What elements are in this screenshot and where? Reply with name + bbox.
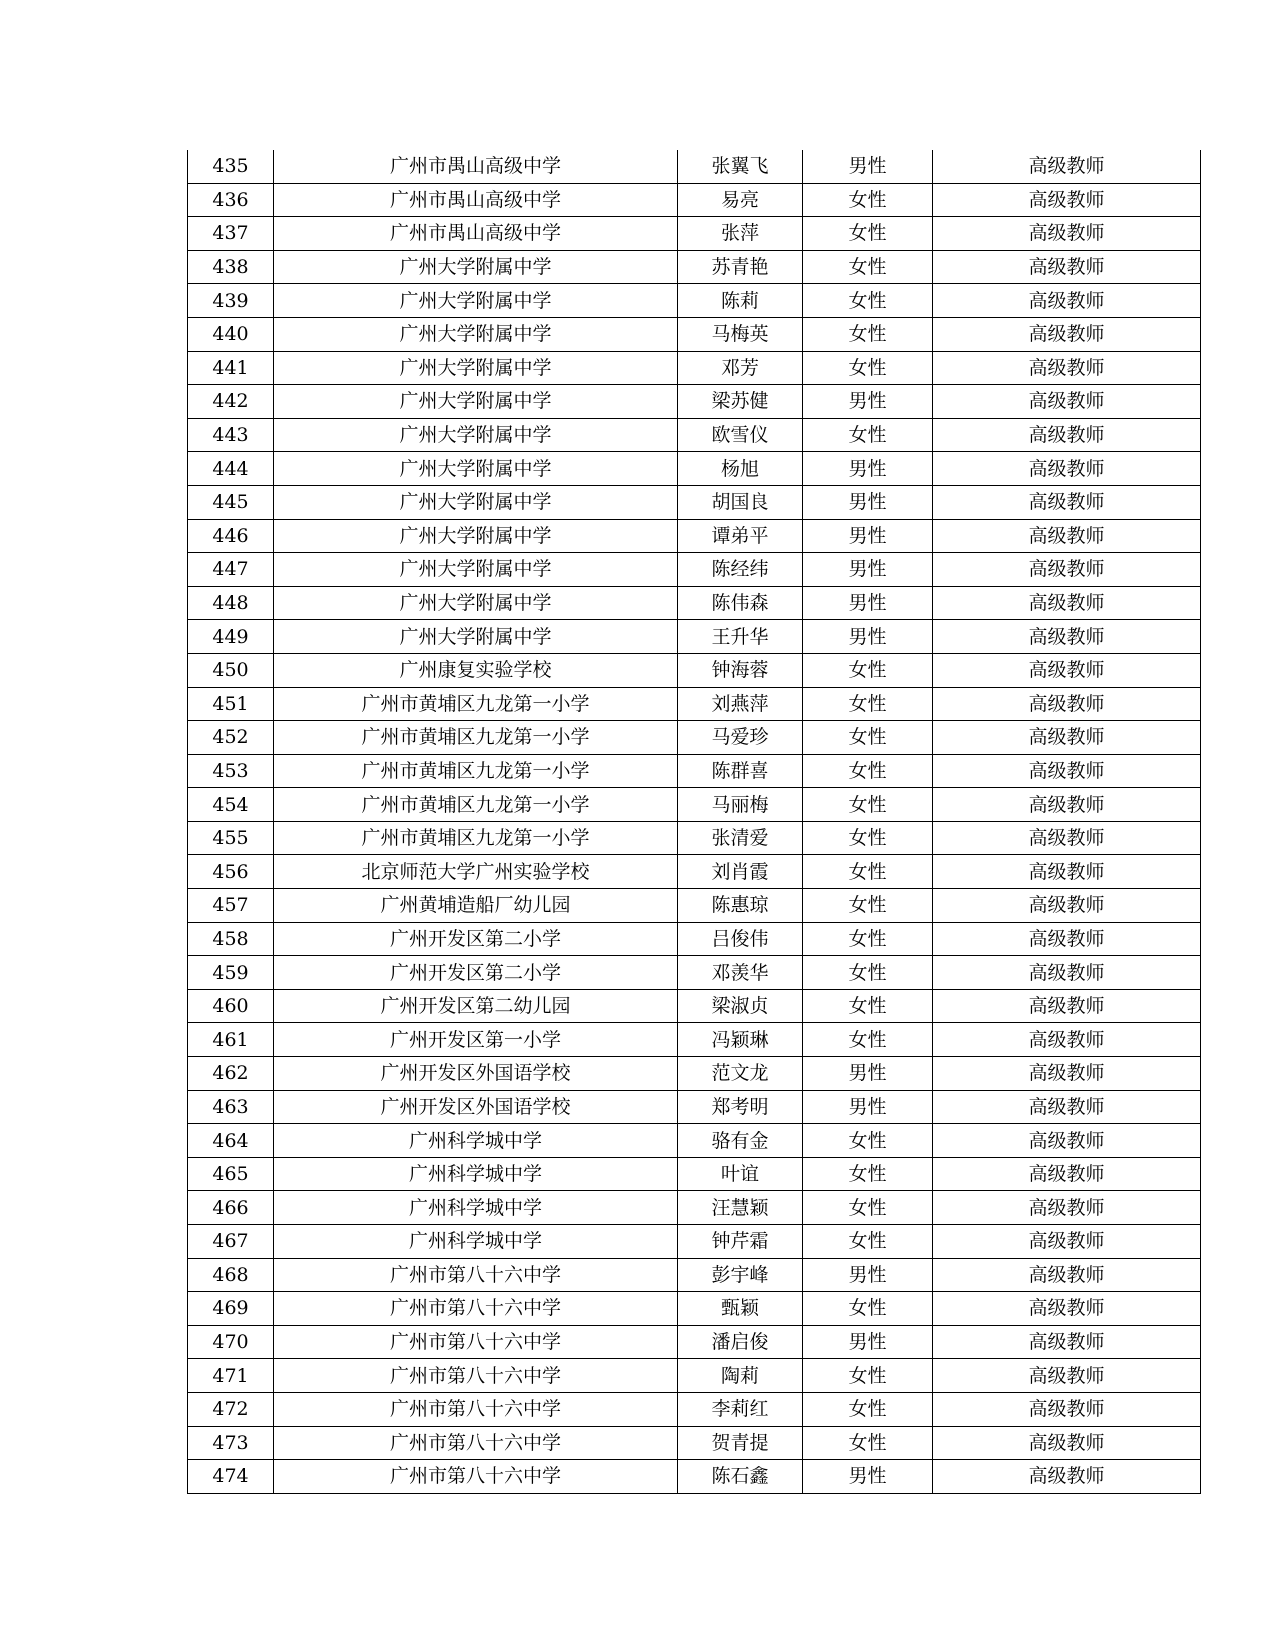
title-cell: 高级教师: [933, 889, 1201, 923]
teacher-name-cell: 郑考明: [678, 1090, 803, 1124]
row-number-cell: 445: [188, 485, 274, 519]
gender-cell: 女性: [803, 1157, 933, 1191]
gender-cell: 女性: [803, 284, 933, 318]
school-cell: 广州大学附属中学: [274, 284, 678, 318]
school-cell: 广州大学附属中学: [274, 553, 678, 587]
table-row: [188, 1426, 1201, 1460]
table-row: [188, 1090, 1201, 1124]
title-cell: 高级教师: [933, 1258, 1201, 1292]
row-number-cell: 441: [188, 351, 274, 385]
gender-cell: 男性: [803, 586, 933, 620]
title-cell: 高级教师: [933, 1292, 1201, 1326]
gender-cell: 女性: [803, 754, 933, 788]
title-cell: 高级教师: [933, 452, 1201, 486]
table-row: [188, 1157, 1201, 1191]
row-number-cell: 442: [188, 385, 274, 419]
school-cell: 广州大学附属中学: [274, 250, 678, 284]
table-row: [188, 1392, 1201, 1426]
school-cell: 广州市第八十六中学: [274, 1325, 678, 1359]
title-cell: 高级教师: [933, 250, 1201, 284]
table-row: [188, 922, 1201, 956]
title-cell: 高级教师: [933, 418, 1201, 452]
title-cell: 高级教师: [933, 586, 1201, 620]
row-number-cell: 436: [188, 183, 274, 217]
gender-cell: 女性: [803, 989, 933, 1023]
school-cell: 北京师范大学广州实验学校: [274, 855, 678, 889]
school-cell: 广州市黄埔区九龙第一小学: [274, 721, 678, 755]
school-cell: 广州市第八十六中学: [274, 1460, 678, 1494]
teacher-name-cell: 骆有金: [678, 1124, 803, 1158]
teacher-name-cell: 谭弟平: [678, 519, 803, 553]
title-cell: 高级教师: [933, 956, 1201, 990]
title-cell: 高级教师: [933, 821, 1201, 855]
gender-cell: 女性: [803, 1392, 933, 1426]
title-cell: 高级教师: [933, 922, 1201, 956]
table-row: [188, 351, 1201, 385]
table-row: [188, 1292, 1201, 1326]
title-cell: 高级教师: [933, 553, 1201, 587]
title-cell: 高级教师: [933, 653, 1201, 687]
gender-cell: 男性: [803, 1460, 933, 1494]
row-number-cell: 455: [188, 821, 274, 855]
row-number-cell: 439: [188, 284, 274, 318]
title-cell: 高级教师: [933, 754, 1201, 788]
gender-cell: 女性: [803, 788, 933, 822]
row-number-cell: 471: [188, 1359, 274, 1393]
school-cell: 广州大学附属中学: [274, 317, 678, 351]
table-row: [188, 485, 1201, 519]
table-row: [188, 889, 1201, 923]
title-cell: 高级教师: [933, 284, 1201, 318]
row-number-cell: 452: [188, 721, 274, 755]
gender-cell: 女性: [803, 1124, 933, 1158]
school-cell: 广州大学附属中学: [274, 620, 678, 654]
row-number-cell: 460: [188, 989, 274, 1023]
gender-cell: 女性: [803, 418, 933, 452]
gender-cell: 女性: [803, 250, 933, 284]
teacher-name-cell: 范文龙: [678, 1057, 803, 1091]
teacher-name-cell: 梁苏健: [678, 385, 803, 419]
school-cell: 广州开发区第二小学: [274, 922, 678, 956]
title-cell: 高级教师: [933, 1325, 1201, 1359]
row-number-cell: 459: [188, 956, 274, 990]
table-row: [188, 1124, 1201, 1158]
table-row: [188, 1460, 1201, 1494]
gender-cell: 女性: [803, 956, 933, 990]
row-number-cell: 450: [188, 653, 274, 687]
table-row: [188, 855, 1201, 889]
gender-cell: 男性: [803, 385, 933, 419]
school-cell: 广州市黄埔区九龙第一小学: [274, 754, 678, 788]
school-cell: 广州市黄埔区九龙第一小学: [274, 687, 678, 721]
gender-cell: 男性: [803, 1325, 933, 1359]
gender-cell: 女性: [803, 653, 933, 687]
row-number-cell: 469: [188, 1292, 274, 1326]
table-row: [188, 821, 1201, 855]
row-number-cell: 466: [188, 1191, 274, 1225]
teacher-name-cell: 杨旭: [678, 452, 803, 486]
teacher-name-cell: 张萍: [678, 217, 803, 251]
row-number-cell: 465: [188, 1157, 274, 1191]
teacher-name-cell: 梁淑贞: [678, 989, 803, 1023]
title-cell: 高级教师: [933, 485, 1201, 519]
table-row: [188, 1325, 1201, 1359]
row-number-cell: 453: [188, 754, 274, 788]
school-cell: 广州开发区第二幼儿园: [274, 989, 678, 1023]
row-number-cell: 468: [188, 1258, 274, 1292]
row-number-cell: 463: [188, 1090, 274, 1124]
teacher-name-cell: 易亮: [678, 183, 803, 217]
teacher-name-cell: 马爱珍: [678, 721, 803, 755]
table-row: [188, 956, 1201, 990]
row-number-cell: 461: [188, 1023, 274, 1057]
teacher-name-cell: 欧雪仪: [678, 418, 803, 452]
table-row: [188, 687, 1201, 721]
table-row: [188, 653, 1201, 687]
school-cell: 广州市禺山高级中学: [274, 217, 678, 251]
row-number-cell: 458: [188, 922, 274, 956]
title-cell: 高级教师: [933, 351, 1201, 385]
gender-cell: 女性: [803, 351, 933, 385]
teacher-name-cell: 陈伟森: [678, 586, 803, 620]
title-cell: 高级教师: [933, 620, 1201, 654]
teacher-name-cell: 刘燕萍: [678, 687, 803, 721]
title-cell: 高级教师: [933, 1124, 1201, 1158]
gender-cell: 女性: [803, 217, 933, 251]
gender-cell: 女性: [803, 721, 933, 755]
teacher-name-cell: 潘启俊: [678, 1325, 803, 1359]
teacher-name-cell: 陈群喜: [678, 754, 803, 788]
gender-cell: 女性: [803, 317, 933, 351]
teacher-name-cell: 刘肖霞: [678, 855, 803, 889]
title-cell: 高级教师: [933, 150, 1201, 183]
gender-cell: 女性: [803, 183, 933, 217]
teacher-name-cell: 邓芳: [678, 351, 803, 385]
school-cell: 广州科学城中学: [274, 1191, 678, 1225]
gender-cell: 女性: [803, 1292, 933, 1326]
row-number-cell: 451: [188, 687, 274, 721]
row-number-cell: 440: [188, 317, 274, 351]
gender-cell: 女性: [803, 821, 933, 855]
school-cell: 广州市第八十六中学: [274, 1258, 678, 1292]
school-cell: 广州大学附属中学: [274, 351, 678, 385]
school-cell: 广州市第八十六中学: [274, 1292, 678, 1326]
school-cell: 广州开发区外国语学校: [274, 1057, 678, 1091]
school-cell: 广州开发区第二小学: [274, 956, 678, 990]
table-row: [188, 553, 1201, 587]
table-row: [188, 250, 1201, 284]
row-number-cell: 457: [188, 889, 274, 923]
table-row: [188, 1258, 1201, 1292]
teacher-name-cell: 叶谊: [678, 1157, 803, 1191]
row-number-cell: 470: [188, 1325, 274, 1359]
title-cell: 高级教师: [933, 1460, 1201, 1494]
table-row: [188, 989, 1201, 1023]
school-cell: 广州大学附属中学: [274, 485, 678, 519]
school-cell: 广州市第八十六中学: [274, 1359, 678, 1393]
teacher-name-cell: 苏青艳: [678, 250, 803, 284]
row-number-cell: 449: [188, 620, 274, 654]
table-row: [188, 1359, 1201, 1393]
table-row: [188, 183, 1201, 217]
school-cell: 广州大学附属中学: [274, 519, 678, 553]
title-cell: 高级教师: [933, 989, 1201, 1023]
teacher-name-cell: 钟海蓉: [678, 653, 803, 687]
school-cell: 广州大学附属中学: [274, 418, 678, 452]
school-cell: 广州市第八十六中学: [274, 1392, 678, 1426]
gender-cell: 男性: [803, 1057, 933, 1091]
row-number-cell: 472: [188, 1392, 274, 1426]
row-number-cell: 438: [188, 250, 274, 284]
table-row: [188, 620, 1201, 654]
row-number-cell: 473: [188, 1426, 274, 1460]
teacher-name-cell: 胡国良: [678, 485, 803, 519]
teacher-name-cell: 陶莉: [678, 1359, 803, 1393]
teacher-roster-table: [187, 150, 1201, 1494]
teacher-name-cell: 吕俊伟: [678, 922, 803, 956]
title-cell: 高级教师: [933, 1426, 1201, 1460]
teacher-name-cell: 马丽梅: [678, 788, 803, 822]
title-cell: 高级教师: [933, 1191, 1201, 1225]
school-cell: 广州大学附属中学: [274, 586, 678, 620]
teacher-name-cell: 汪慧颖: [678, 1191, 803, 1225]
table-row: [188, 1023, 1201, 1057]
title-cell: 高级教师: [933, 317, 1201, 351]
title-cell: 高级教师: [933, 385, 1201, 419]
title-cell: 高级教师: [933, 687, 1201, 721]
school-cell: 广州市禺山高级中学: [274, 150, 678, 183]
gender-cell: 男性: [803, 1258, 933, 1292]
row-number-cell: 448: [188, 586, 274, 620]
teacher-name-cell: 王升华: [678, 620, 803, 654]
gender-cell: 男性: [803, 519, 933, 553]
table-row: [188, 1225, 1201, 1259]
table-row: [188, 788, 1201, 822]
table-row: [188, 284, 1201, 318]
teacher-name-cell: 张翼飞: [678, 150, 803, 183]
title-cell: 高级教师: [933, 183, 1201, 217]
teacher-name-cell: 马梅英: [678, 317, 803, 351]
table-row: [188, 217, 1201, 251]
table-row: [188, 586, 1201, 620]
gender-cell: 女性: [803, 889, 933, 923]
school-cell: 广州市黄埔区九龙第一小学: [274, 821, 678, 855]
title-cell: 高级教师: [933, 1392, 1201, 1426]
gender-cell: 男性: [803, 620, 933, 654]
row-number-cell: 462: [188, 1057, 274, 1091]
teacher-name-cell: 钟芹霜: [678, 1225, 803, 1259]
title-cell: 高级教师: [933, 1225, 1201, 1259]
roster-body: [188, 150, 1201, 1493]
table-row: [188, 418, 1201, 452]
table-row: [188, 754, 1201, 788]
gender-cell: 女性: [803, 687, 933, 721]
teacher-name-cell: 陈石鑫: [678, 1460, 803, 1494]
table-row: [188, 452, 1201, 486]
table-row: [188, 1057, 1201, 1091]
title-cell: 高级教师: [933, 519, 1201, 553]
gender-cell: 男性: [803, 452, 933, 486]
teacher-name-cell: 贺青提: [678, 1426, 803, 1460]
gender-cell: 女性: [803, 1023, 933, 1057]
gender-cell: 男性: [803, 1090, 933, 1124]
table-row: [188, 385, 1201, 419]
table-row: [188, 1191, 1201, 1225]
gender-cell: 女性: [803, 1426, 933, 1460]
row-number-cell: 467: [188, 1225, 274, 1259]
row-number-cell: 437: [188, 217, 274, 251]
row-number-cell: 444: [188, 452, 274, 486]
row-number-cell: 446: [188, 519, 274, 553]
title-cell: 高级教师: [933, 855, 1201, 889]
title-cell: 高级教师: [933, 217, 1201, 251]
teacher-name-cell: 彭宇峰: [678, 1258, 803, 1292]
row-number-cell: 447: [188, 553, 274, 587]
teacher-name-cell: 陈莉: [678, 284, 803, 318]
gender-cell: 女性: [803, 1191, 933, 1225]
gender-cell: 女性: [803, 855, 933, 889]
school-cell: 广州大学附属中学: [274, 452, 678, 486]
gender-cell: 男性: [803, 485, 933, 519]
row-number-cell: 454: [188, 788, 274, 822]
row-number-cell: 456: [188, 855, 274, 889]
table-row: [188, 317, 1201, 351]
table-row: [188, 150, 1201, 183]
school-cell: 广州市第八十六中学: [274, 1426, 678, 1460]
teacher-name-cell: 陈惠琼: [678, 889, 803, 923]
teacher-name-cell: 陈经纬: [678, 553, 803, 587]
row-number-cell: 464: [188, 1124, 274, 1158]
title-cell: 高级教师: [933, 1359, 1201, 1393]
school-cell: 广州开发区第一小学: [274, 1023, 678, 1057]
table-row: [188, 519, 1201, 553]
school-cell: 广州市禺山高级中学: [274, 183, 678, 217]
title-cell: 高级教师: [933, 1157, 1201, 1191]
title-cell: 高级教师: [933, 721, 1201, 755]
title-cell: 高级教师: [933, 788, 1201, 822]
title-cell: 高级教师: [933, 1057, 1201, 1091]
school-cell: 广州科学城中学: [274, 1157, 678, 1191]
school-cell: 广州大学附属中学: [274, 385, 678, 419]
school-cell: 广州黄埔造船厂幼儿园: [274, 889, 678, 923]
teacher-name-cell: 张清爱: [678, 821, 803, 855]
gender-cell: 女性: [803, 922, 933, 956]
row-number-cell: 435: [188, 150, 274, 183]
table-row: [188, 721, 1201, 755]
teacher-name-cell: 李莉红: [678, 1392, 803, 1426]
gender-cell: 男性: [803, 150, 933, 183]
teacher-name-cell: 冯颖琳: [678, 1023, 803, 1057]
row-number-cell: 443: [188, 418, 274, 452]
school-cell: 广州市黄埔区九龙第一小学: [274, 788, 678, 822]
teacher-name-cell: 邓羡华: [678, 956, 803, 990]
title-cell: 高级教师: [933, 1023, 1201, 1057]
gender-cell: 女性: [803, 1225, 933, 1259]
school-cell: 广州康复实验学校: [274, 653, 678, 687]
row-number-cell: 474: [188, 1460, 274, 1494]
school-cell: 广州科学城中学: [274, 1124, 678, 1158]
school-cell: 广州科学城中学: [274, 1225, 678, 1259]
gender-cell: 女性: [803, 1359, 933, 1393]
title-cell: 高级教师: [933, 1090, 1201, 1124]
gender-cell: 男性: [803, 553, 933, 587]
teacher-name-cell: 甄颖: [678, 1292, 803, 1326]
school-cell: 广州开发区外国语学校: [274, 1090, 678, 1124]
